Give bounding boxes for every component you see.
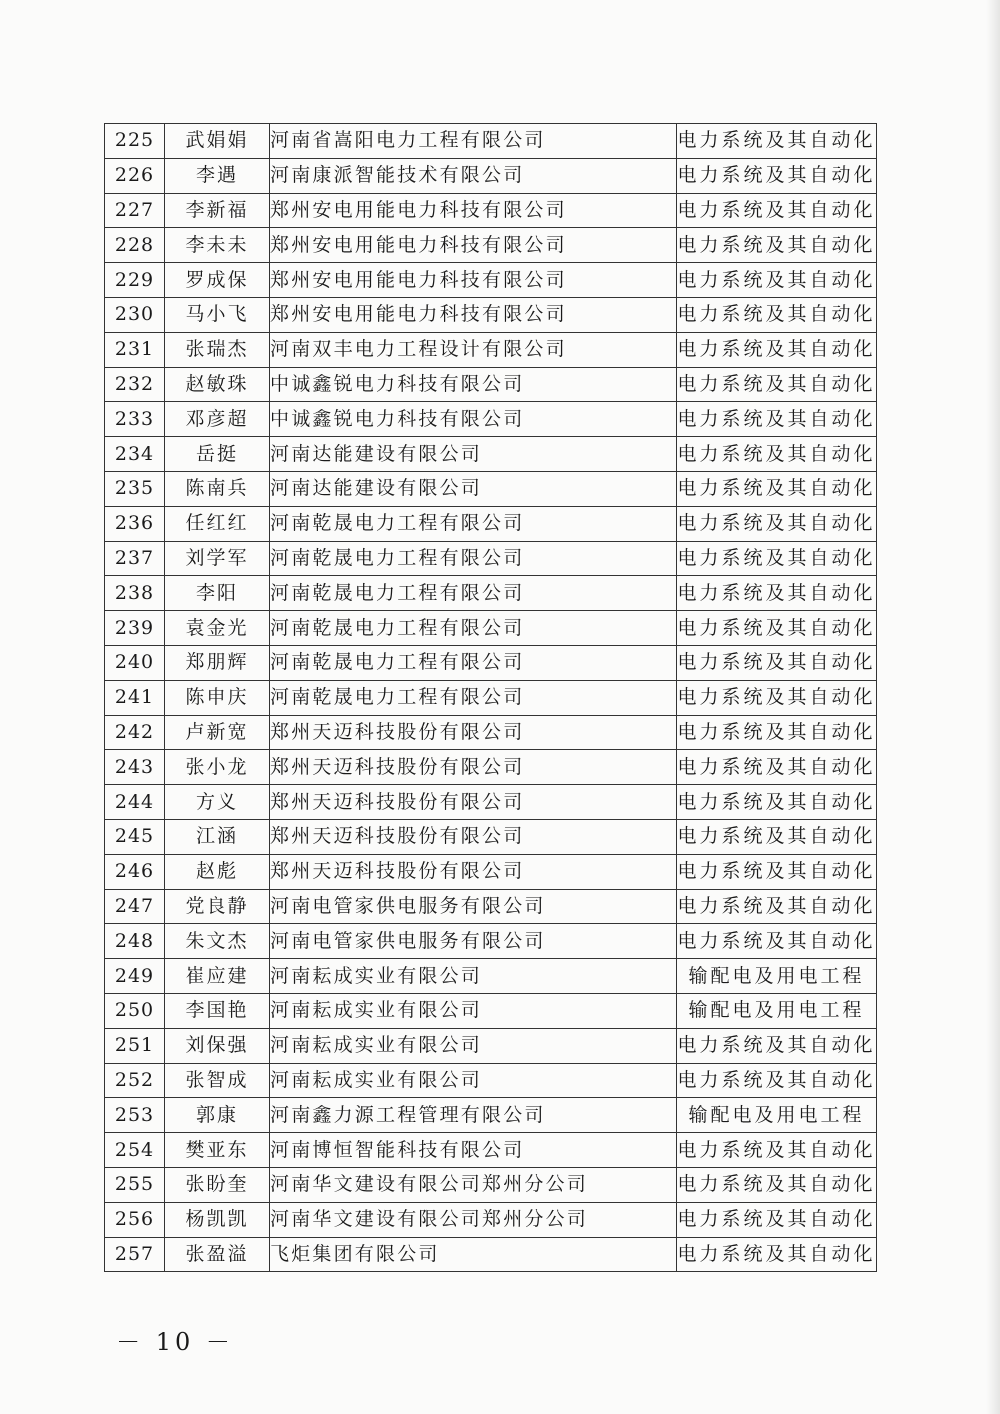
major-cell: 电力系统及其自动化: [677, 1167, 877, 1202]
table-row: [105, 645, 877, 680]
company-cell: 河南电管家供电服务有限公司: [270, 889, 677, 924]
name-cell: 武娟娟: [165, 124, 270, 159]
table-row: [105, 541, 877, 576]
name-cell: 方义: [165, 785, 270, 820]
name-cell: 赵敏珠: [165, 367, 270, 402]
company-cell: 郑州天迈科技股份有限公司: [270, 785, 677, 820]
major-cell: 电力系统及其自动化: [677, 263, 877, 298]
serial-number-cell: 239: [105, 611, 165, 646]
serial-number-cell: 230: [105, 297, 165, 332]
name-cell: 杨凯凯: [165, 1202, 270, 1237]
major-cell: 电力系统及其自动化: [677, 228, 877, 263]
company-cell: 河南双丰电力工程设计有限公司: [270, 332, 677, 367]
table-row: [105, 1098, 877, 1133]
name-cell: 张智成: [165, 1063, 270, 1098]
table-row: [105, 819, 877, 854]
company-cell: 河南华文建设有限公司郑州分公司: [270, 1202, 677, 1237]
name-cell: 郑朋辉: [165, 645, 270, 680]
table-row: [105, 193, 877, 228]
serial-number-cell: 256: [105, 1202, 165, 1237]
serial-number-cell: 231: [105, 332, 165, 367]
serial-number-cell: 227: [105, 193, 165, 228]
table-row: [105, 402, 877, 437]
serial-number-cell: 233: [105, 402, 165, 437]
major-cell: 输配电及用电工程: [677, 993, 877, 1028]
name-cell: 刘学军: [165, 541, 270, 576]
serial-number-cell: 225: [105, 124, 165, 159]
name-cell: 袁金光: [165, 611, 270, 646]
company-cell: 郑州天迈科技股份有限公司: [270, 854, 677, 889]
company-cell: 河南康派智能技术有限公司: [270, 158, 677, 193]
serial-number-cell: 240: [105, 645, 165, 680]
table-row: [105, 437, 877, 472]
serial-number-cell: 247: [105, 889, 165, 924]
serial-number-cell: 248: [105, 924, 165, 959]
major-cell: 电力系统及其自动化: [677, 645, 877, 680]
table-row: [105, 680, 877, 715]
major-cell: 电力系统及其自动化: [677, 1028, 877, 1063]
table-row: [105, 1133, 877, 1168]
company-cell: 河南耘成实业有限公司: [270, 1063, 677, 1098]
serial-number-cell: 226: [105, 158, 165, 193]
major-cell: 电力系统及其自动化: [677, 1133, 877, 1168]
table-row: [105, 1202, 877, 1237]
company-cell: 河南耘成实业有限公司: [270, 1028, 677, 1063]
company-cell: 河南鑫力源工程管理有限公司: [270, 1098, 677, 1133]
table-row: [105, 785, 877, 820]
scan-edge-shadow: [986, 0, 1000, 1414]
serial-number-cell: 241: [105, 680, 165, 715]
serial-number-cell: 254: [105, 1133, 165, 1168]
company-cell: 郑州安电用能电力科技有限公司: [270, 297, 677, 332]
company-cell: 河南乾晟电力工程有限公司: [270, 576, 677, 611]
table-row: [105, 959, 877, 994]
table-row: [105, 750, 877, 785]
company-cell: 中诚鑫锐电力科技有限公司: [270, 402, 677, 437]
name-cell: 岳挺: [165, 437, 270, 472]
name-cell: 马小飞: [165, 297, 270, 332]
page-number: － 10 －: [116, 1328, 234, 1356]
major-cell: 电力系统及其自动化: [677, 332, 877, 367]
table-row: [105, 506, 877, 541]
name-cell: 卢新宽: [165, 715, 270, 750]
serial-number-cell: 237: [105, 541, 165, 576]
company-cell: 河南乾晟电力工程有限公司: [270, 506, 677, 541]
serial-number-cell: 244: [105, 785, 165, 820]
serial-number-cell: 228: [105, 228, 165, 263]
company-cell: 郑州安电用能电力科技有限公司: [270, 193, 677, 228]
name-cell: 李国艳: [165, 993, 270, 1028]
name-cell: 李未未: [165, 228, 270, 263]
company-cell: 郑州天迈科技股份有限公司: [270, 750, 677, 785]
name-cell: 张瑞杰: [165, 332, 270, 367]
major-cell: 电力系统及其自动化: [677, 1063, 877, 1098]
serial-number-cell: 238: [105, 576, 165, 611]
company-cell: 中诚鑫锐电力科技有限公司: [270, 367, 677, 402]
table-row: [105, 228, 877, 263]
table-row: [105, 471, 877, 506]
name-cell: 陈申庆: [165, 680, 270, 715]
table-row: [105, 297, 877, 332]
serial-number-cell: 236: [105, 506, 165, 541]
company-cell: 河南乾晟电力工程有限公司: [270, 541, 677, 576]
serial-number-cell: 229: [105, 263, 165, 298]
name-cell: 樊亚东: [165, 1133, 270, 1168]
major-cell: 电力系统及其自动化: [677, 924, 877, 959]
serial-number-cell: 253: [105, 1098, 165, 1133]
name-cell: 赵彪: [165, 854, 270, 889]
major-cell: 电力系统及其自动化: [677, 889, 877, 924]
company-cell: 河南电管家供电服务有限公司: [270, 924, 677, 959]
major-cell: 电力系统及其自动化: [677, 471, 877, 506]
table-row: [105, 263, 877, 298]
name-cell: 张盼奎: [165, 1167, 270, 1202]
table-row: [105, 715, 877, 750]
table-row: [105, 1028, 877, 1063]
serial-number-cell: 246: [105, 854, 165, 889]
serial-number-cell: 235: [105, 471, 165, 506]
major-cell: 电力系统及其自动化: [677, 367, 877, 402]
table-row: [105, 124, 877, 159]
table-row: [105, 576, 877, 611]
major-cell: 电力系统及其自动化: [677, 785, 877, 820]
company-cell: 河南乾晟电力工程有限公司: [270, 611, 677, 646]
table-row: [105, 993, 877, 1028]
major-cell: 电力系统及其自动化: [677, 437, 877, 472]
major-cell: 电力系统及其自动化: [677, 680, 877, 715]
major-cell: 电力系统及其自动化: [677, 541, 877, 576]
company-cell: 郑州安电用能电力科技有限公司: [270, 228, 677, 263]
company-cell: 河南达能建设有限公司: [270, 471, 677, 506]
major-cell: 电力系统及其自动化: [677, 750, 877, 785]
table-row: [105, 854, 877, 889]
major-cell: 电力系统及其自动化: [677, 506, 877, 541]
serial-number-cell: 243: [105, 750, 165, 785]
serial-number-cell: 234: [105, 437, 165, 472]
major-cell: 电力系统及其自动化: [677, 402, 877, 437]
table-row: [105, 611, 877, 646]
name-cell: 邓彦超: [165, 402, 270, 437]
company-cell: 郑州安电用能电力科技有限公司: [270, 263, 677, 298]
major-cell: 输配电及用电工程: [677, 959, 877, 994]
company-cell: 郑州天迈科技股份有限公司: [270, 819, 677, 854]
major-cell: 电力系统及其自动化: [677, 158, 877, 193]
roster-body: [105, 124, 877, 1272]
major-cell: 电力系统及其自动化: [677, 854, 877, 889]
serial-number-cell: 251: [105, 1028, 165, 1063]
table-row: [105, 1063, 877, 1098]
serial-number-cell: 245: [105, 819, 165, 854]
name-cell: 刘保强: [165, 1028, 270, 1063]
table-row: [105, 367, 877, 402]
major-cell: 电力系统及其自动化: [677, 611, 877, 646]
serial-number-cell: 252: [105, 1063, 165, 1098]
name-cell: 李阳: [165, 576, 270, 611]
serial-number-cell: 232: [105, 367, 165, 402]
major-cell: 电力系统及其自动化: [677, 1202, 877, 1237]
company-cell: 河南耘成实业有限公司: [270, 959, 677, 994]
company-cell: 河南达能建设有限公司: [270, 437, 677, 472]
major-cell: 输配电及用电工程: [677, 1098, 877, 1133]
company-cell: 河南博恒智能科技有限公司: [270, 1133, 677, 1168]
name-cell: 李遇: [165, 158, 270, 193]
company-cell: 飞炬集团有限公司: [270, 1237, 677, 1272]
serial-number-cell: 242: [105, 715, 165, 750]
major-cell: 电力系统及其自动化: [677, 193, 877, 228]
name-cell: 党良静: [165, 889, 270, 924]
serial-number-cell: 249: [105, 959, 165, 994]
serial-number-cell: 250: [105, 993, 165, 1028]
major-cell: 电力系统及其自动化: [677, 1237, 877, 1272]
name-cell: 陈南兵: [165, 471, 270, 506]
name-cell: 江涵: [165, 819, 270, 854]
name-cell: 崔应建: [165, 959, 270, 994]
name-cell: 李新福: [165, 193, 270, 228]
table-row: [105, 158, 877, 193]
name-cell: 朱文杰: [165, 924, 270, 959]
company-cell: 河南乾晟电力工程有限公司: [270, 645, 677, 680]
name-cell: 张小龙: [165, 750, 270, 785]
name-cell: 罗成保: [165, 263, 270, 298]
serial-number-cell: 257: [105, 1237, 165, 1272]
table-row: [105, 1237, 877, 1272]
major-cell: 电力系统及其自动化: [677, 124, 877, 159]
name-cell: 任红红: [165, 506, 270, 541]
company-cell: 郑州天迈科技股份有限公司: [270, 715, 677, 750]
name-cell: 张盈溢: [165, 1237, 270, 1272]
table-row: [105, 1167, 877, 1202]
serial-number-cell: 255: [105, 1167, 165, 1202]
major-cell: 电力系统及其自动化: [677, 576, 877, 611]
table-row: [105, 332, 877, 367]
company-cell: 河南耘成实业有限公司: [270, 993, 677, 1028]
company-cell: 河南华文建设有限公司郑州分公司: [270, 1167, 677, 1202]
table-row: [105, 924, 877, 959]
major-cell: 电力系统及其自动化: [677, 715, 877, 750]
company-cell: 河南乾晟电力工程有限公司: [270, 680, 677, 715]
company-cell: 河南省嵩阳电力工程有限公司: [270, 124, 677, 159]
roster-table: [104, 123, 877, 1272]
table-row: [105, 889, 877, 924]
name-cell: 郭康: [165, 1098, 270, 1133]
major-cell: 电力系统及其自动化: [677, 297, 877, 332]
major-cell: 电力系统及其自动化: [677, 819, 877, 854]
